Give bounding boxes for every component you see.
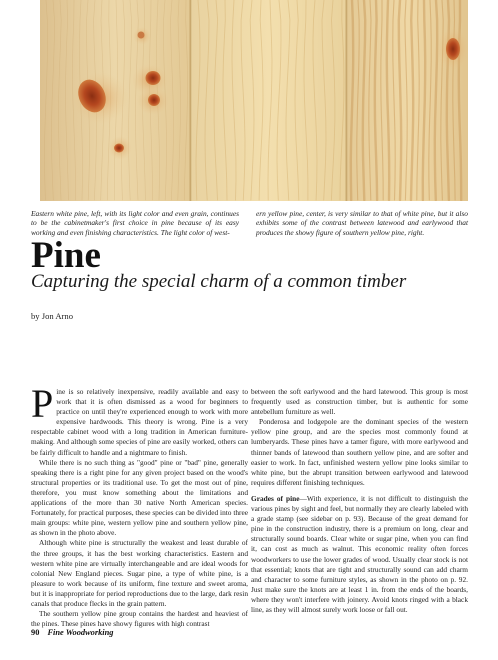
page-number: 90 xyxy=(31,628,40,637)
paragraph-text: ine is so relatively inexpensive, readily available and easy to work that it is often dismissed as a wood for beginners to practice on until they're experienced enough to work with more expensive hardwoods. This theory is wrong. Pine is a very respectable cabinet wood with a long tradition in American furniture-making. And although some species of pine are easily worked, others can be fairly difficult to handle and a nightmare to finish. xyxy=(31,387,248,457)
photo-caption-right: ern yellow pine, center, is very similar to that of white pine, but it also exhibits some of the contrast between latewood and earlywood that produces the showy figure of southern yellow pine, right. xyxy=(256,209,468,237)
body-column-left xyxy=(31,381,248,629)
paragraph-text: —With experience, it is not difficult to distinguish the various pines by sight and feel, but normally they are clearly labeled with a grade stamp (see sidebar on p. 93). Because of the great demand for pine in the construction industry, there is a premium on long, clear and structurally sound boards. Clear white or sugar pine, when you can find it, can cost as much as walnut. This economic reality often forces woodworkers to use the lower grades of wood. Usually clear stock is not that essential; knots that are tight and structurally sound can add charm and character to some furniture styles, as shown in the photo on p. 92. Just make sure the knots are at least 1 in. from the ends of the boards, where they won't interfere with joinery. Avoid knots ringed with a black line, as they will almost surely work loose or fall out. xyxy=(251,493,468,614)
wood-photo xyxy=(40,0,468,201)
knot xyxy=(138,32,145,39)
article-subtitle: Capturing the special charm of a common timber xyxy=(31,271,407,292)
article-title: Pine xyxy=(31,235,101,276)
paragraph: While there is no such thing as "good" pine or "bad" pine, generally speaking there is a right pine for any given project based on the wood's structural properties or its traditional use. To get the most out of pine, therefore, you must know something about the limitations and applications of the more than 30 native North American species. Fortunately, for practical purposes, these species can be divided into three main groups: white pine, western yellow pine and southern yellow pine, as shown in the photo above. xyxy=(31,457,248,538)
paragraph: between the soft earlywood and the hard latewood. This group is most frequently used as construction timber, but is authentic for some antebellum furniture as well. xyxy=(251,387,468,417)
photo-caption-left: Eastern white pine, left, with its light color and even grain, continues to be the cabinetmaker's first choice in pine because of its easy working and even finishing characteristics. The light color of west- xyxy=(31,209,239,237)
paragraph xyxy=(251,494,468,615)
paragraph: The southern yellow pine group contains the hardest and heaviest of the pines. These pines have showy figures with high contrast xyxy=(31,609,248,629)
body-column-right xyxy=(251,387,468,615)
board-seam xyxy=(190,0,192,201)
byline: by Jon Arno xyxy=(31,311,74,321)
paragraph xyxy=(31,381,248,458)
magazine-name: Fine Woodworking xyxy=(47,628,114,637)
drop-cap: P xyxy=(31,381,54,426)
knot xyxy=(148,94,160,106)
pine-boards-image xyxy=(40,0,468,201)
knot xyxy=(114,144,124,153)
paragraph: Although white pine is structurally the weakest and least durable of the three groups, it has the best working characteristics. Eastern and western white pine are virtually interchangeable and are ideal woods for colonial New England pieces. Sugar pine, a type of white pine, is a pleasure to work because of its uniform, fine texture and sweet aroma, but it is inappropriate for period reproductions due to the large, dark resin canals that produce flecks in the grain pattern. xyxy=(31,538,248,608)
paragraph: Ponderosa and lodgepole are the dominant species of the western yellow pine group, and are the species most commonly found at lumberyards. These pines have a tamer figure, with more earlywood and thinner bands of latewood than southern yellow pine, and are softer and easier to work. In fact, unfinished western yellow pine looks similar to white pine, but the abrupt transition between earlywood and latewood requires different finishing techniques. xyxy=(251,417,468,487)
page-footer xyxy=(31,628,113,637)
board-seam xyxy=(346,0,348,201)
knot xyxy=(146,71,161,85)
knot xyxy=(446,38,460,60)
section-runin-head: Grades of pine xyxy=(251,493,300,503)
